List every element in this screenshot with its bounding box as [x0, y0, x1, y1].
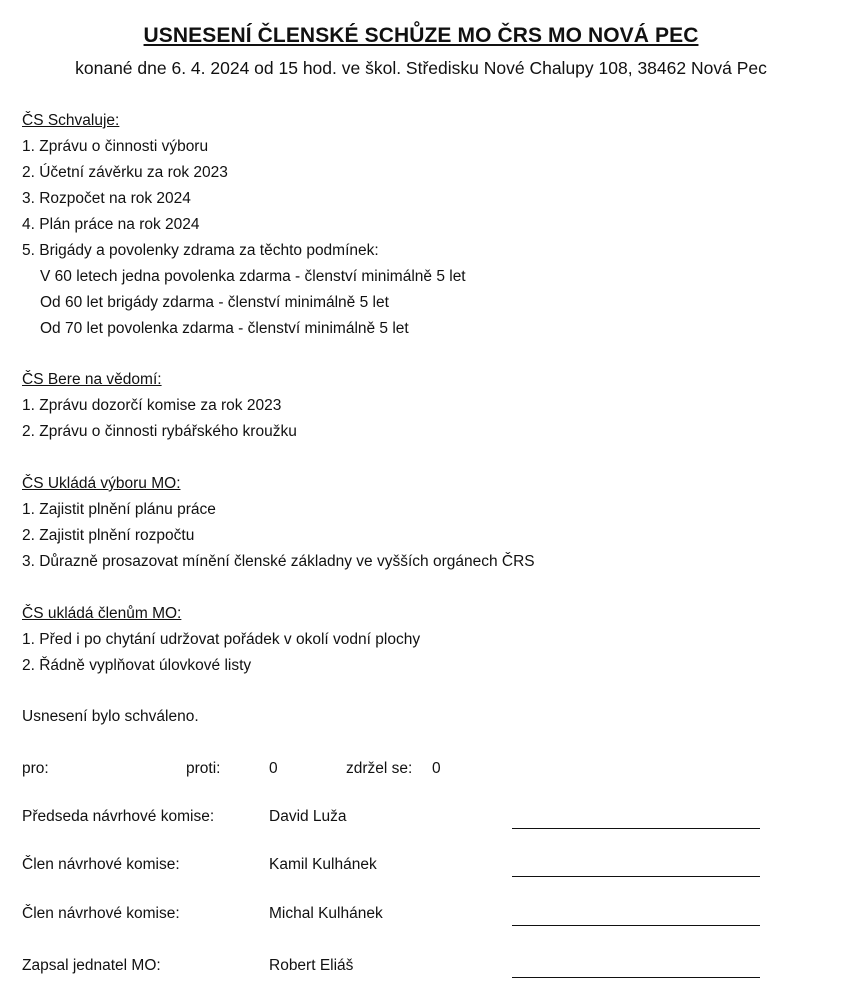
- vote-proti-value: 0: [269, 760, 278, 777]
- list-item: 4. Plán práce na rok 2024: [22, 216, 200, 233]
- signature-name: Michal Kulhánek: [269, 905, 383, 922]
- signature-line: [512, 828, 760, 829]
- signature-row: [0, 856, 842, 886]
- signature-line: [512, 876, 760, 877]
- signature-name: Robert Eliáš: [269, 957, 354, 974]
- list-item: 1. Před i po chytání udržovat pořádek v okolí vodní plochy: [22, 631, 421, 648]
- list-subitem: Od 70 let povolenka zdarma - členství minimálně 5 let: [40, 320, 409, 337]
- approval-text: Usnesení bylo schváleno.: [22, 708, 199, 725]
- section-bere-na-vedomi: [22, 367, 297, 445]
- list-item: 2. Řádně vyplňovat úlovkové listy: [22, 657, 252, 674]
- signature-role: Člen návrhové komise:: [22, 856, 180, 873]
- signature-role: Zapsal jednatel MO:: [22, 957, 161, 974]
- signature-role: Předseda návrhové komise:: [22, 808, 215, 825]
- list-item: 1. Zprávu o činnosti výboru: [22, 138, 209, 155]
- vote-zdrzel-value: 0: [432, 760, 441, 777]
- list-subitem: V 60 letech jedna povolenka zdarma - členství minimálně 5 let: [40, 268, 466, 285]
- signature-row: [0, 905, 842, 935]
- section-uklada-vyboru: [22, 471, 535, 575]
- section-heading: ČS ukládá členům MO:: [22, 605, 182, 622]
- document-title: USNESENÍ ČLENSKÉ SCHŮZE MO ČRS MO NOVÁ PEC: [143, 24, 699, 47]
- section-heading: ČS Bere na vědomí:: [22, 371, 162, 388]
- signature-row: [0, 808, 842, 838]
- vote-proti-label: proti:: [186, 760, 221, 777]
- signature-line: [512, 977, 760, 978]
- signature-name: David Luža: [269, 808, 347, 825]
- signature-row: [0, 957, 842, 987]
- vote-zdrzel-label: zdržel se:: [346, 760, 413, 777]
- signature-name: Kamil Kulhánek: [269, 856, 377, 873]
- list-item: 2. Zajistit plnění rozpočtu: [22, 527, 195, 544]
- list-item: 2. Účetní závěrku za rok 2023: [22, 164, 228, 181]
- section-uklada-clenum: [22, 601, 420, 679]
- signature-role: Člen návrhové komise:: [22, 905, 180, 922]
- list-item: 1. Zajistit plnění plánu práce: [22, 501, 216, 518]
- list-item: 1. Zprávu dozorčí komise za rok 2023: [22, 397, 282, 414]
- list-item: 2. Zprávu o činnosti rybářského kroužku: [22, 423, 297, 440]
- list-item: 3. Důrazně prosazovat mínění členské základny ve vyšších orgánech ČRS: [22, 553, 535, 570]
- list-item: 3. Rozpočet na rok 2024: [22, 190, 191, 207]
- vote-pro-label: pro:: [22, 760, 49, 777]
- section-heading: ČS Ukládá výboru MO:: [22, 475, 181, 492]
- signature-line: [512, 925, 760, 926]
- list-item: 5. Brigády a povolenky zdrama za těchto podmínek:: [22, 242, 379, 259]
- document-subtitle: konané dne 6. 4. 2024 od 15 hod. ve škol. Středisku Nové Chalupy 108, 38462 Nová Pec: [75, 58, 767, 78]
- list-subitem: Od 60 let brigády zdarma - členství minimálně 5 let: [40, 294, 389, 311]
- section-heading: ČS Schvaluje:: [22, 112, 120, 129]
- section-schvaluje: [22, 108, 466, 342]
